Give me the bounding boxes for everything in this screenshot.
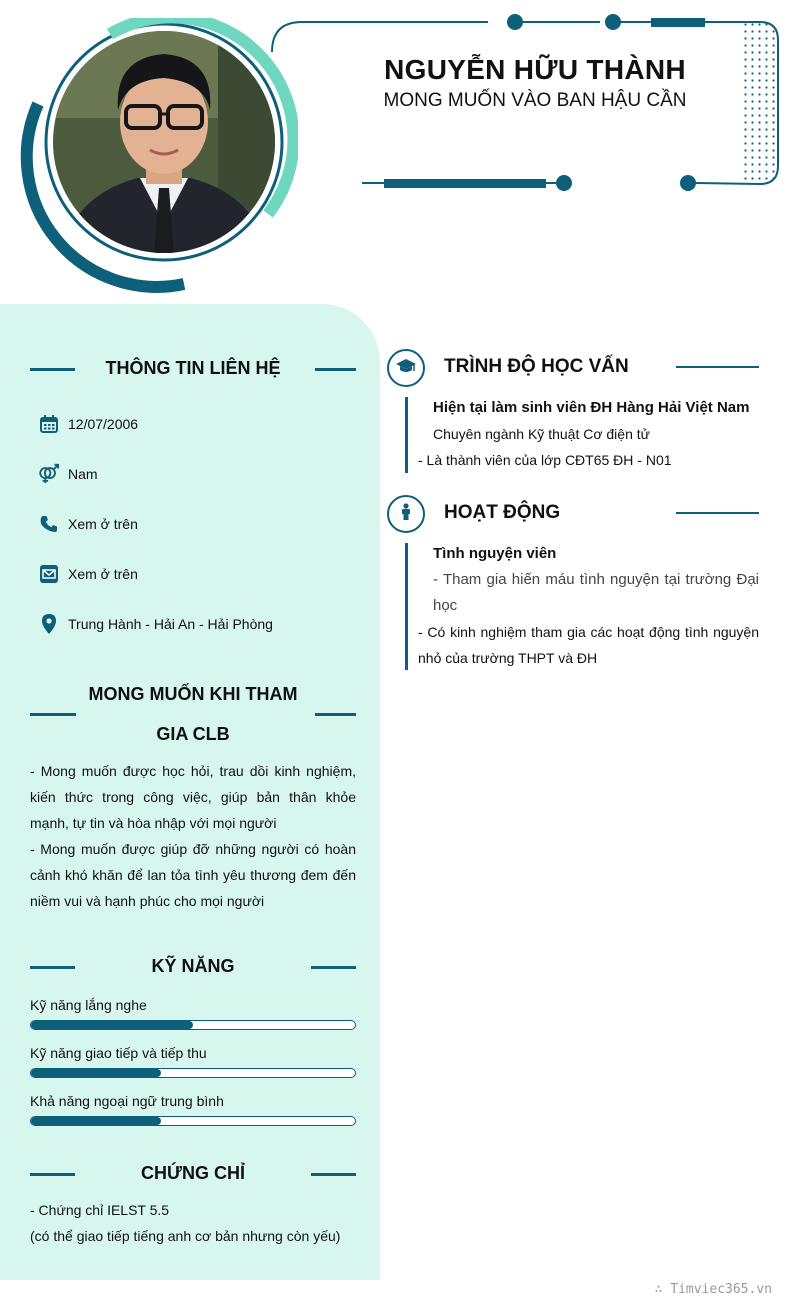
divider	[315, 368, 356, 371]
education-major: Chuyên ngành Kỹ thuật Cơ điện tử	[433, 426, 651, 442]
skill-label: Kỹ năng lắng nghe	[30, 997, 147, 1013]
divider	[30, 1173, 75, 1176]
goal-paragraph-1: - Mong muốn được học hỏi, trau dồi kinh nghiệm, kiến thức trong công việc, giúp bản thân khỏe mạnh, tự tin và hòa nhập với mọi người	[30, 763, 356, 831]
location-icon	[38, 613, 60, 635]
activity-item-2: - Có kinh nghiệm tham gia các hoạt động tình nguyện nhỏ của trường THPT và ĐH	[418, 624, 759, 666]
education-detail: - Là thành viên của lớp CĐT65 ĐH - N01	[418, 452, 672, 468]
activities-section-title: HOẠT ĐỘNG	[444, 502, 561, 523]
divider	[30, 368, 75, 371]
goal-paragraph-2: - Mong muốn được giúp đỡ những người có hoàn cảnh khó khăn để lan tỏa tình yêu thương đem đến niềm vui và hạnh phúc cho mọi người	[30, 841, 356, 909]
divider	[676, 366, 759, 368]
divider	[315, 713, 356, 716]
skills-section-title: KỸ NĂNG	[151, 956, 235, 976]
certificates-section-title: CHỨNG CHỈ	[141, 1163, 245, 1183]
activities-timeline	[405, 543, 408, 670]
goal-section-title-2: GIA CLB	[156, 724, 230, 744]
divider	[30, 966, 75, 969]
contact-text: Xem ở trên	[68, 566, 138, 582]
skill-label: Kỹ năng giao tiếp và tiếp thu	[30, 1045, 207, 1061]
candidate-name: NGUYỄN HỮU THÀNH	[384, 54, 686, 85]
skill-bar-fill	[31, 1069, 161, 1077]
contact-email	[38, 562, 138, 586]
contact-gender	[38, 462, 98, 486]
education-heading: Hiện tại làm sinh viên ĐH Hàng Hải Việt Nam	[433, 399, 750, 416]
desired-position: MONG MUỐN VÀO BAN HẬU CẦN	[383, 90, 687, 111]
contact-text: 12/07/2006	[68, 416, 139, 432]
contact-text: Xem ở trên	[68, 516, 138, 532]
contact-phone	[38, 512, 138, 536]
email-icon	[38, 563, 60, 585]
calendar-icon	[38, 413, 60, 435]
activity-item-1: - Tham gia hiến máu tình nguyện tại trường Đại học	[433, 571, 759, 614]
skill-bar	[30, 1068, 356, 1078]
contact-birthdate	[38, 412, 138, 436]
certificate-line: - Chứng chỉ IELST 5.5	[30, 1202, 170, 1218]
divider	[676, 512, 759, 514]
skill-bar-fill	[31, 1117, 161, 1125]
profile-photo	[18, 18, 298, 298]
activities-badge	[387, 495, 425, 533]
skill-bar	[30, 1020, 356, 1030]
skill-bar-fill	[31, 1021, 193, 1029]
education-badge	[387, 349, 425, 387]
certificate-note: (có thể giao tiếp tiếng anh cơ bản nhưng còn yếu)	[30, 1228, 341, 1244]
watermark: ∴ Timviec365.vn	[654, 1282, 772, 1297]
goal-section-title: MONG MUỐN KHI THAM	[88, 684, 298, 704]
education-section-title: TRÌNH ĐỘ HỌC VẤN	[444, 356, 629, 377]
divider	[311, 1173, 356, 1176]
contact-text: Nam	[68, 466, 98, 482]
gender-icon	[38, 463, 60, 485]
skill-label: Khả năng ngoại ngữ trung bình	[30, 1093, 224, 1109]
divider	[311, 966, 356, 969]
phone-icon	[38, 513, 60, 535]
contact-text: Trung Hành - Hải An - Hải Phòng	[68, 616, 273, 632]
contact-section-title: THÔNG TIN LIÊN HỆ	[105, 358, 281, 378]
graduation-cap-icon	[395, 357, 417, 380]
education-timeline	[405, 397, 408, 473]
person-icon	[399, 503, 413, 526]
activities-heading: Tình nguyện viên	[433, 545, 557, 562]
contact-address	[38, 612, 273, 636]
skill-bar	[30, 1116, 356, 1126]
divider	[30, 713, 76, 716]
